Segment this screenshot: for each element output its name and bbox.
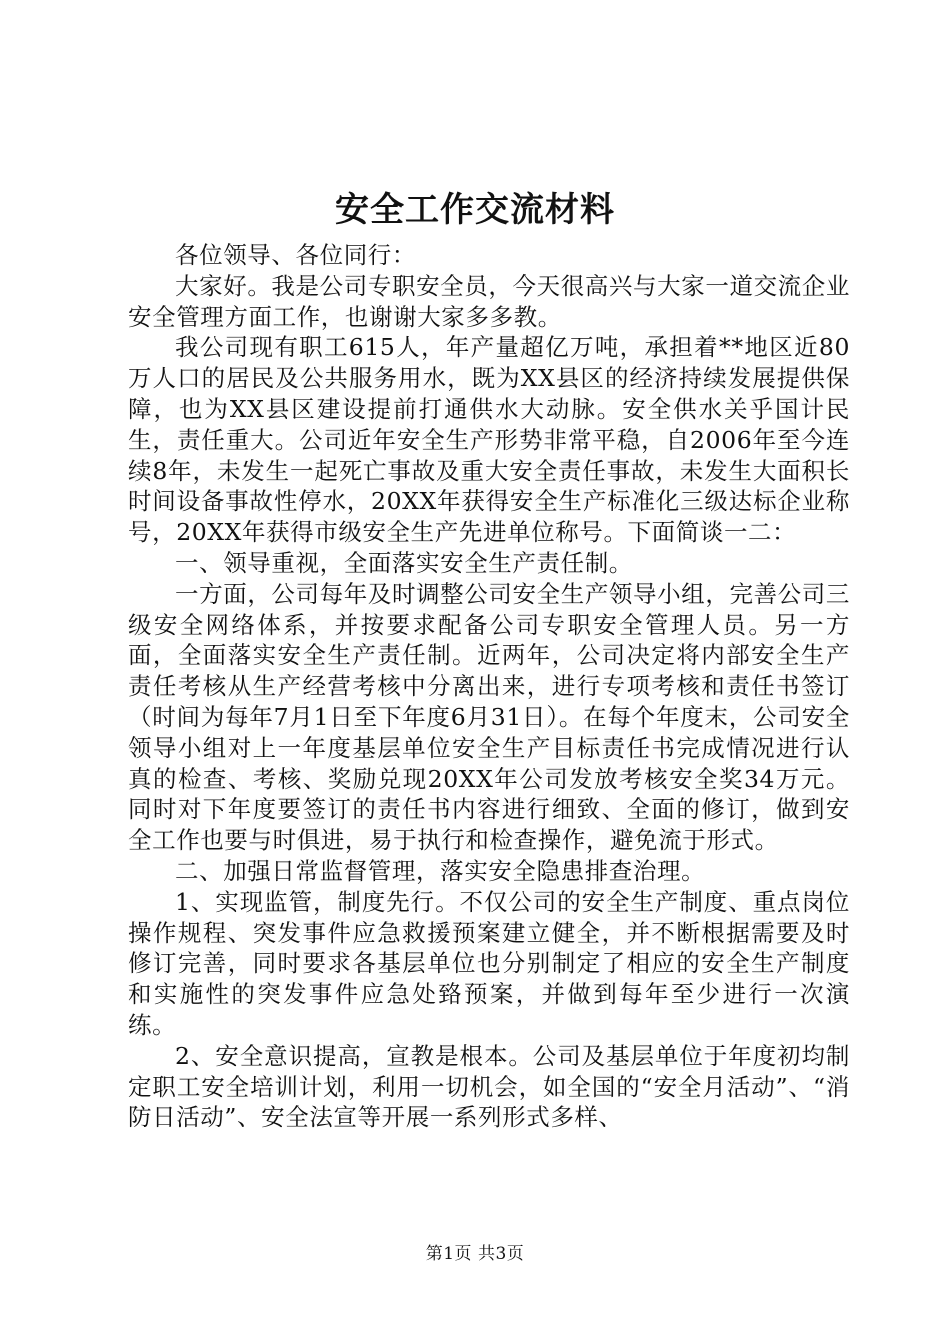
document-title: 安全工作交流材料 bbox=[335, 190, 615, 230]
page-footer: 第1页 共3页 bbox=[425, 1244, 525, 1264]
paragraph-supervision: 1、实现监管，制度先行。不仅公司的安全生产制度、重点岗位操作规程、突发事件应急救援预案建立健全，并不断根据需要及时修订完善，同时要求各基层单位也分别制定了相应的安全生产制度和实施性的突发事件应急处臵预案，并做到每年至少进行一次演练。 bbox=[128, 887, 850, 1039]
section-heading-1: 一、领导重视，全面落实安全生产责任制。 bbox=[175, 548, 633, 577]
paragraph-greeting: 大家好。我是公司专职安全员，今天很高兴与大家一道交流企业安全管理方面工作，也谢谢大家多多教。 bbox=[128, 271, 850, 331]
paragraph-company-overview: 我公司现有职工615人，年产量超亿万吨，承担着**地区近80万人口的居民及公共服务用水，既为XX县区的经济持续发展提供保障，也为XX县区建设提前打通供水大动脉。安全供水关乎国计民生，责任重大。公司近年安全生产形势非常平稳，自2006年至今连续8年，未发生一起死亡事故及重大安全责任事故，未发生大面积长时间设备事故性停水，20XX年获得安全生产标准化三级达标企业称号，20XX年获得市级安全生产先进单位称号。下面简谈一二： bbox=[128, 333, 850, 547]
paragraph-safety-awareness: 2、安全意识提高，宣教是根本。公司及基层单位于年度初均制定职工安全培训计划，利用一切机会，如全国的“安全月活动”、“消防日活动”、安全法宣等开展一系列形式多样、 bbox=[128, 1041, 850, 1132]
paragraph-salutation: 各位领导、各位同行： bbox=[175, 241, 416, 269]
document-body bbox=[128, 240, 850, 1133]
section-heading-2: 二、加强日常监督管理，落实安全隐患排查治理。 bbox=[175, 856, 706, 885]
paragraph-responsibility: 一方面，公司每年及时调整公司安全生产领导小组，完善公司三级安全网络体系，并按要求配备公司专职安全管理人员。另一方面，全面落实安全生产责任制。近两年，公司决定将内部安全生产责任考核从生产经营考核中分离出来，进行专项考核和责任书签订（时间为每年7月1日至下年度6月31日）。在每个年度末，公司安全领导小组对上一年度基层单位安全生产目标责任书完成情况进行认真的检查、考核、奖励兑现20XX年公司发放考核安全奖34万元。同时对下年度要签订的责任书内容进行细致、全面的修订，做到安全工作也要与时俱进，易于执行和检查操作，避免流于形式。 bbox=[128, 579, 850, 855]
